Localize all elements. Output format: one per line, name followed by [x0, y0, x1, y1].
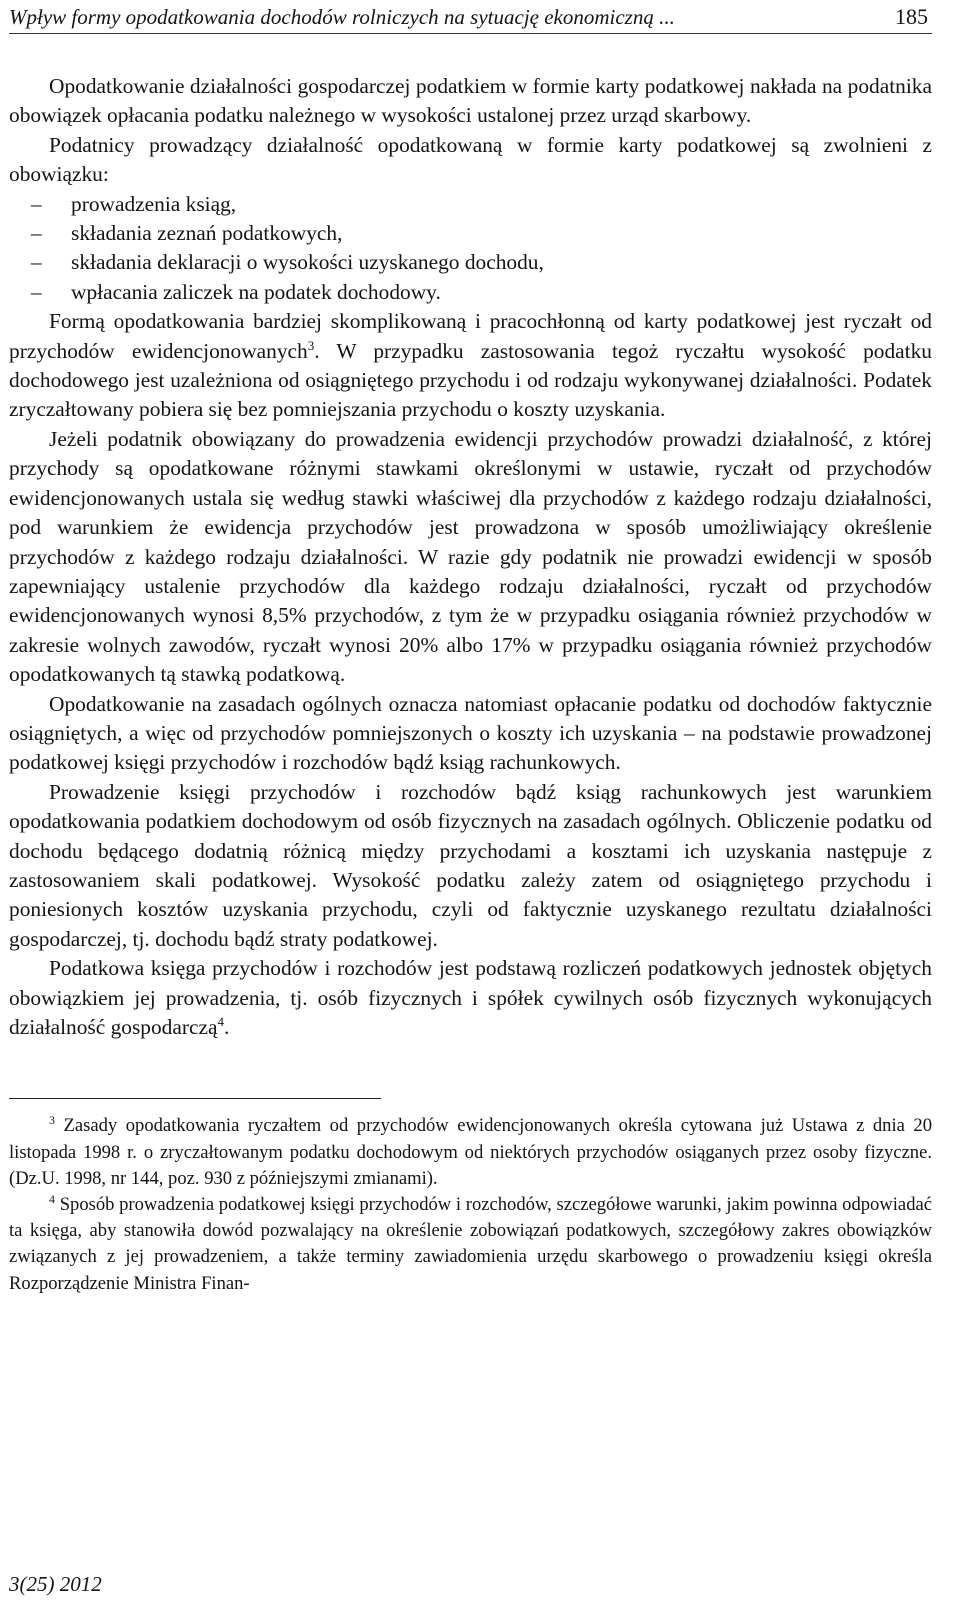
- exemption-list: [9, 190, 932, 308]
- issue-number: 3(25) 2012: [9, 1572, 102, 1596]
- footnote-3: [9, 1113, 932, 1192]
- paragraph-ryczalt-part2: . W przypadku zastosowania tegoż ryczałtu wysokość podatku dochodowego jest uzależniona od osiągniętego przychodu i od rodzaju wykonywanej działalności. Podatek zryczałtowany pobiera się bez pomniejszania przychodu o koszty uzyskania.: [9, 338, 932, 422]
- paragraph-ksiega-part1: Podatkowa księga przychodów i rozchodów jest podstawą rozliczeń podatkowych jednostek objętych obowiązkiem jej prowadzenia, tj. osób fizycznych i spółek cywilnych osób fizycznych wykonujących działalność gospodarczą: [9, 956, 932, 1039]
- paragraph-zasady-ogolne: Opodatkowanie na zasadach ogólnych oznacza natomiast opłacanie podatku od dochodów faktycznie osiągniętych, a więc od przychodów pomniejszonych o koszty ich uzyskania – na podstawie prowadzonej podatkowej księgi przychodów i rozchodów bądź ksiąg rachunkowych.: [9, 691, 932, 775]
- footnote-divider: [9, 1098, 381, 1099]
- main-text: [9, 72, 932, 1042]
- list-item: – prowadzenia ksiąg,: [31, 190, 932, 219]
- footnote-text: Zasady opodatkowania ryczałtem od przychodów ewidencjonowanych określa cytowana już Ustawa z dnia 20 listopada 1998 r. o zryczałtowanym podatku dochodowym od niektórych przychodów osiąganych przez osoby fizyczne. (Dz.U. 1998, nr 144, poz. 930 z późniejszymi zmianami).: [9, 1115, 932, 1189]
- paragraph-karta-podatkowa: Opodatkowanie działalności gospodarczej podatkiem w formie karty podatkowej nakłada na podatnika obowiązek opłacania podatku należnego w wysokości ustalonej przez urząd skarbowy.: [9, 74, 932, 128]
- footnote-4: [9, 1192, 932, 1297]
- running-header: [9, 0, 932, 34]
- list-item: – składania deklaracji o wysokości uzyskanego dochodu,: [31, 248, 932, 277]
- footnote-number: 4: [49, 1191, 55, 1206]
- footnotes: [9, 1113, 932, 1296]
- paragraph-ksiega-warunek: Prowadzenie księgi przychodów i rozchodów bądź ksiąg rachunkowych jest warunkiem opodatkowania podatkiem dochodowym od osób fizycznych na zasadach ogólnych. Obliczenie podatku od dochodu będącego dodatnią różnicą między przychodami a kosztami ich uzyskania następuje z zastosowaniem skali podatkowej. Wysokość podatku zależy zatem od osiągniętego przychodu i poniesionych kosztów uzyskania przychodu, czyli od faktycznie uzyskanego rezultatu działalności gospodarczej, tj. dochodu bądź straty podatkowej.: [9, 779, 932, 951]
- footnote-ref-3[interactable]: 3: [307, 337, 315, 353]
- paragraph-ryczalt: [9, 307, 932, 425]
- footnote-text: Sposób prowadzenia podatkowej księgi przychodów i rozchodów, szczegółowe warunki, jakim powinna odpowiadać ta księga, aby stanowiła dowód pozwalający na określenie zobowiązań podatkowych, szczegółowy zakres obowiązków związanych z jej prowadzeniem, a także terminy zawiadomienia urzędu skarbowego o prowadzeniu księgi określa Rozporządzenie Ministra Finan-: [9, 1194, 932, 1294]
- paragraph-ewidencja: Jeżeli podatnik obowiązany do prowadzenia ewidencji przychodów prowadzi działalność, z której przychody są opodatkowane różnymi stawkami określonymi w ustawie, ryczałt od przychodów ewidencjonowanych ustala się według stawki właściwej dla przychodów z każdego rodzaju działalności, pod warunkiem że ewidencja przychodów jest prowadzona w sposób umożliwiający określenie przychodów z każdego rodzaju działalności. W razie gdy podatnik nie prowadzi ewidencji w sposób zapewniający ustalenie przychodów dla każdego rodzaju działalności, ryczałt od przychodów ewidencjonowanych wynosi 8,5% przychodów, z tym że w przypadku osiągania również przychodów w zakresie wolnych zawodów, ryczałt wynosi 20% albo 17% w przypadku osiągania również przychodów opodatkowanych tą stawką podatkową.: [9, 426, 932, 687]
- paragraph-ryczalt-part1: Formą opodatkowania bardziej skomplikowaną i pracochłonną od karty podatkowej jest ryczałt od przychodów ewidencjonowanych: [9, 309, 932, 363]
- paragraph-zwolnienia: Podatnicy prowadzący działalność opodatkowaną w formie karty podatkowej są zwolnieni z obowiązku:: [9, 132, 932, 187]
- running-title: Wpływ formy opodatkowania dochodów rolniczych na sytuację ekonomiczną ...: [9, 5, 675, 29]
- footnote-number: 3: [49, 1113, 55, 1128]
- paragraph-ksiega-podstawa: [9, 954, 932, 1042]
- paragraph-ksiega-part2: .: [223, 1015, 230, 1039]
- list-item: – wpłacania zaliczek na podatek dochodowy.: [31, 278, 932, 307]
- list-item: – składania zeznań podatkowych,: [31, 219, 932, 248]
- footnote-ref-4[interactable]: 4: [217, 1013, 224, 1029]
- page-number: 185: [895, 4, 928, 29]
